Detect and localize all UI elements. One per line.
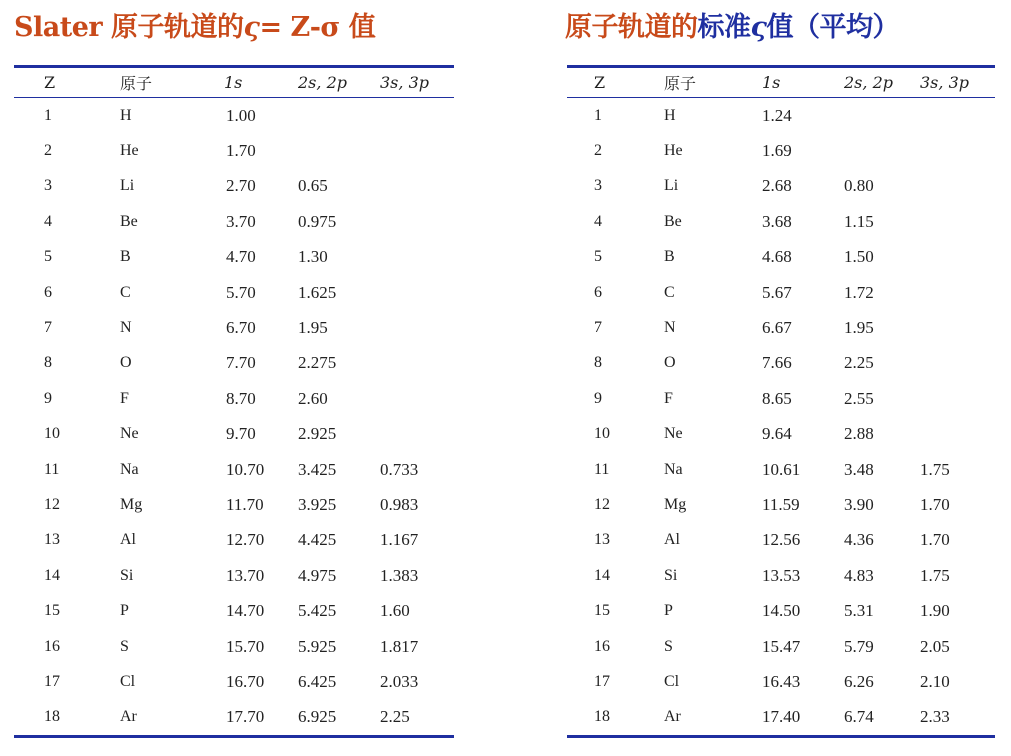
cell-3s3p: 2.033 [380,671,419,691]
cell-1s: 4.68 [762,247,792,267]
cell-1s: 1.24 [762,105,792,125]
cell-atom: Si [664,566,678,584]
cell-1s: 2.68 [762,176,792,196]
cell-z: 11 [44,460,60,478]
cell-1s: 12.56 [762,530,801,550]
slater-table-title [14,0,454,48]
cell-atom: C [120,283,131,301]
table-row [567,204,995,239]
standard-zeta-table [567,65,995,738]
cell-atom: B [664,248,675,266]
cell-z: 12 [44,495,60,513]
cell-1s: 3.68 [762,211,792,231]
standard-table-title [565,0,995,48]
cell-atom: Mg [664,495,687,513]
cell-2s2p: 3.48 [844,459,874,479]
table-row [567,98,995,134]
cell-atom: Na [664,460,683,478]
cell-2s2p: 5.31 [844,601,874,621]
cell-atom: Na [120,460,139,478]
cell-1s: 6.70 [226,318,256,338]
table-row [567,275,995,310]
cell-1s: 4.70 [226,247,256,267]
cell-2s2p: 1.15 [844,211,874,231]
title-red-part: 原子轨道的 [565,12,698,43]
cell-1s: 5.70 [226,282,256,302]
cell-2s2p: 2.55 [844,388,874,408]
cell-1s: 2.70 [226,176,256,196]
cell-2s2p: 1.72 [844,282,874,302]
cell-3s3p: 1.90 [920,601,950,621]
cell-2s2p: 3.90 [844,494,874,514]
cell-1s: 17.70 [226,707,265,727]
table-row [14,523,454,558]
cell-atom: Ar [664,708,681,726]
cell-3s3p: 1.817 [380,636,419,656]
cell-3s3p: 1.75 [920,459,950,479]
cell-1s: 10.70 [226,459,265,479]
cell-2s2p [844,133,920,168]
cell-1s: 13.53 [762,565,801,585]
table-header-row [14,67,454,98]
cell-2s2p [298,98,380,134]
cell-atom: Si [120,566,134,584]
table-row [14,452,454,487]
cell-3s3p: 1.167 [380,530,419,550]
cell-z: 8 [594,354,602,372]
cell-atom: C [664,283,675,301]
header-z: Z [44,73,56,92]
cell-2s2p: 1.95 [298,318,328,338]
cell-z: 5 [44,248,52,266]
table-row [567,346,995,381]
title-blue-part: 标准 [697,12,751,43]
cell-z: 16 [44,637,60,655]
cell-3s3p: 2.33 [920,707,950,727]
header-atom: 原子 [120,74,153,93]
table-row [14,310,454,345]
cell-z: 6 [594,283,602,301]
cell-z: 7 [44,319,52,337]
cell-atom: F [664,389,673,407]
cell-1s: 14.50 [762,601,801,621]
cell-atom: He [120,142,139,160]
cell-2s2p: 3.925 [298,494,337,514]
cell-z: 15 [594,602,610,620]
cell-1s: 16.70 [226,671,265,691]
cell-atom: Cl [664,672,680,690]
table-row [567,593,995,628]
table-row [567,629,995,664]
table-row [567,523,995,558]
cell-z: 13 [594,531,610,549]
cell-atom: Be [664,212,682,230]
table-header-row [567,67,995,98]
cell-2s2p: 1.50 [844,247,874,267]
cell-3s3p [920,169,995,204]
cell-3s3p [380,169,454,204]
cell-2s2p: 4.36 [844,530,874,550]
header-3s3p: 3s, 3p [380,73,429,92]
table-row [567,700,995,737]
table-row [14,558,454,593]
cell-atom: N [664,319,676,337]
cell-z: 5 [594,248,602,266]
cell-3s3p: 1.70 [920,494,950,514]
table-row [567,487,995,522]
table-row [14,169,454,204]
cell-z: 10 [594,425,610,443]
cell-z: 9 [594,389,602,407]
cell-2s2p: 3.425 [298,459,337,479]
table-row [14,629,454,664]
table-row [567,417,995,452]
cell-atom: F [120,389,129,407]
cell-atom: Li [664,177,679,195]
header-2s2p: 2s, 2p [298,73,347,92]
title-zeta: ς [750,12,767,43]
cell-atom: S [664,637,673,655]
cell-1s: 12.70 [226,530,265,550]
table-row [567,310,995,345]
table-row [567,558,995,593]
standard-table-panel [567,0,995,738]
cell-z: 4 [44,212,52,230]
title-prefix: Slater 原子轨道的 [14,12,244,43]
title-suffix: = Z-σ 值 [259,12,376,43]
header-1s: 1s [224,73,243,92]
cell-atom: Mg [120,495,143,513]
cell-1s: 6.67 [762,318,792,338]
table-row [14,593,454,628]
cell-z: 16 [594,637,610,655]
cell-1s: 8.70 [226,388,256,408]
cell-3s3p: 1.60 [380,601,410,621]
cell-3s3p [920,310,995,345]
table-row [14,417,454,452]
cell-3s3p [920,381,995,416]
cell-1s: 13.70 [226,565,265,585]
cell-3s3p [380,346,454,381]
cell-3s3p [920,240,995,275]
cell-z: 4 [594,212,602,230]
cell-3s3p [380,275,454,310]
cell-1s: 15.70 [226,636,265,656]
cell-z: 7 [594,319,602,337]
cell-2s2p: 4.83 [844,565,874,585]
cell-1s: 9.70 [226,424,256,444]
cell-2s2p: 4.975 [298,565,337,585]
cell-3s3p: 2.25 [380,707,410,727]
cell-2s2p: 4.425 [298,530,337,550]
cell-2s2p: 6.74 [844,707,874,727]
title-blue-suffix: 值（平均） [766,12,899,43]
slater-table-panel [14,0,454,738]
cell-1s: 1.70 [226,141,256,161]
cell-3s3p: 2.05 [920,636,950,656]
cell-atom: S [120,637,129,655]
cell-1s: 7.66 [762,353,792,373]
cell-z: 17 [594,672,610,690]
cell-3s3p [380,381,454,416]
table-row [567,381,995,416]
cell-1s: 7.70 [226,353,256,373]
cell-atom: H [664,106,676,124]
cell-z: 18 [44,708,60,726]
table-row [14,346,454,381]
table-row [14,133,454,168]
cell-2s2p [844,98,920,134]
cell-2s2p: 2.88 [844,424,874,444]
cell-z: 1 [594,106,602,124]
cell-atom: P [664,602,673,620]
header-2s2p: 2s, 2p [844,73,893,92]
cell-2s2p: 1.30 [298,247,328,267]
cell-2s2p: 6.925 [298,707,337,727]
cell-3s3p: 0.733 [380,459,419,479]
cell-z: 18 [594,708,610,726]
cell-z: 1 [44,106,52,124]
cell-z: 13 [44,531,60,549]
cell-2s2p: 0.975 [298,211,337,231]
cell-3s3p: 1.70 [920,530,950,550]
cell-1s: 10.61 [762,459,801,479]
cell-z: 10 [44,425,60,443]
cell-3s3p [380,417,454,452]
cell-3s3p [380,133,454,168]
cell-1s: 3.70 [226,211,256,231]
cell-2s2p: 5.79 [844,636,874,656]
cell-3s3p: 1.383 [380,565,419,585]
table-row [14,381,454,416]
cell-1s: 1.00 [226,105,256,125]
cell-z: 2 [44,142,52,160]
cell-1s: 16.43 [762,671,801,691]
cell-atom: Ne [120,425,139,443]
cell-3s3p [920,98,995,134]
cell-1s: 17.40 [762,707,801,727]
cell-z: 6 [44,283,52,301]
cell-2s2p: 0.80 [844,176,874,196]
cell-1s: 1.69 [762,141,792,161]
cell-2s2p: 6.26 [844,671,874,691]
header-z: Z [594,73,606,92]
cell-z: 15 [44,602,60,620]
cell-atom: B [120,248,131,266]
cell-z: 8 [44,354,52,372]
cell-3s3p [380,98,454,134]
cell-atom: P [120,602,129,620]
cell-atom: O [120,354,132,372]
cell-3s3p: 2.10 [920,671,950,691]
table-row [567,169,995,204]
cell-1s: 14.70 [226,601,265,621]
table-row [14,240,454,275]
cell-2s2p: 2.60 [298,388,328,408]
table-row [14,204,454,239]
cell-2s2p [298,133,380,168]
cell-z: 3 [44,177,52,195]
cell-1s: 15.47 [762,636,801,656]
cell-1s: 8.65 [762,388,792,408]
slater-zeta-table [14,65,454,738]
cell-atom: N [120,319,132,337]
cell-atom: Cl [120,672,136,690]
table-row [14,275,454,310]
cell-3s3p [920,346,995,381]
cell-3s3p [920,275,995,310]
header-1s: 1s [762,73,781,92]
cell-2s2p: 1.95 [844,318,874,338]
cell-atom: O [664,354,676,372]
cell-z: 9 [44,389,52,407]
cell-2s2p: 5.425 [298,601,337,621]
cell-2s2p: 1.625 [298,282,337,302]
table-row [567,133,995,168]
cell-1s: 9.64 [762,424,792,444]
cell-atom: He [664,142,683,160]
cell-z: 3 [594,177,602,195]
cell-3s3p [380,204,454,239]
cell-atom: Ar [120,708,137,726]
table-row [567,452,995,487]
cell-3s3p: 0.983 [380,494,419,514]
cell-z: 17 [44,672,60,690]
cell-1s: 11.59 [762,494,800,514]
cell-2s2p: 2.925 [298,424,337,444]
cell-3s3p [920,204,995,239]
cell-3s3p [920,133,995,168]
table-row [14,664,454,699]
table-row [567,240,995,275]
cell-3s3p [920,417,995,452]
cell-2s2p: 5.925 [298,636,337,656]
cell-2s2p: 2.25 [844,353,874,373]
cell-z: 14 [594,566,610,584]
title-zeta: ς [243,12,260,43]
header-3s3p: 3s, 3p [920,73,969,92]
cell-2s2p: 6.425 [298,671,337,691]
cell-3s3p: 1.75 [920,565,950,585]
cell-atom: Li [120,177,135,195]
table-row [14,487,454,522]
cell-z: 14 [44,566,60,584]
cell-1s: 5.67 [762,282,792,302]
cell-z: 2 [594,142,602,160]
cell-1s: 11.70 [226,494,264,514]
cell-atom: Al [664,531,680,549]
cell-2s2p: 0.65 [298,176,328,196]
cell-atom: Be [120,212,138,230]
cell-3s3p [380,240,454,275]
table-row [14,98,454,134]
cell-z: 12 [594,495,610,513]
table-row [14,700,454,737]
header-atom: 原子 [664,74,697,93]
cell-atom: H [120,106,132,124]
cell-atom: Ne [664,425,683,443]
cell-z: 11 [594,460,610,478]
cell-atom: Al [120,531,136,549]
cell-2s2p: 2.275 [298,353,337,373]
table-row [567,664,995,699]
cell-3s3p [380,310,454,345]
